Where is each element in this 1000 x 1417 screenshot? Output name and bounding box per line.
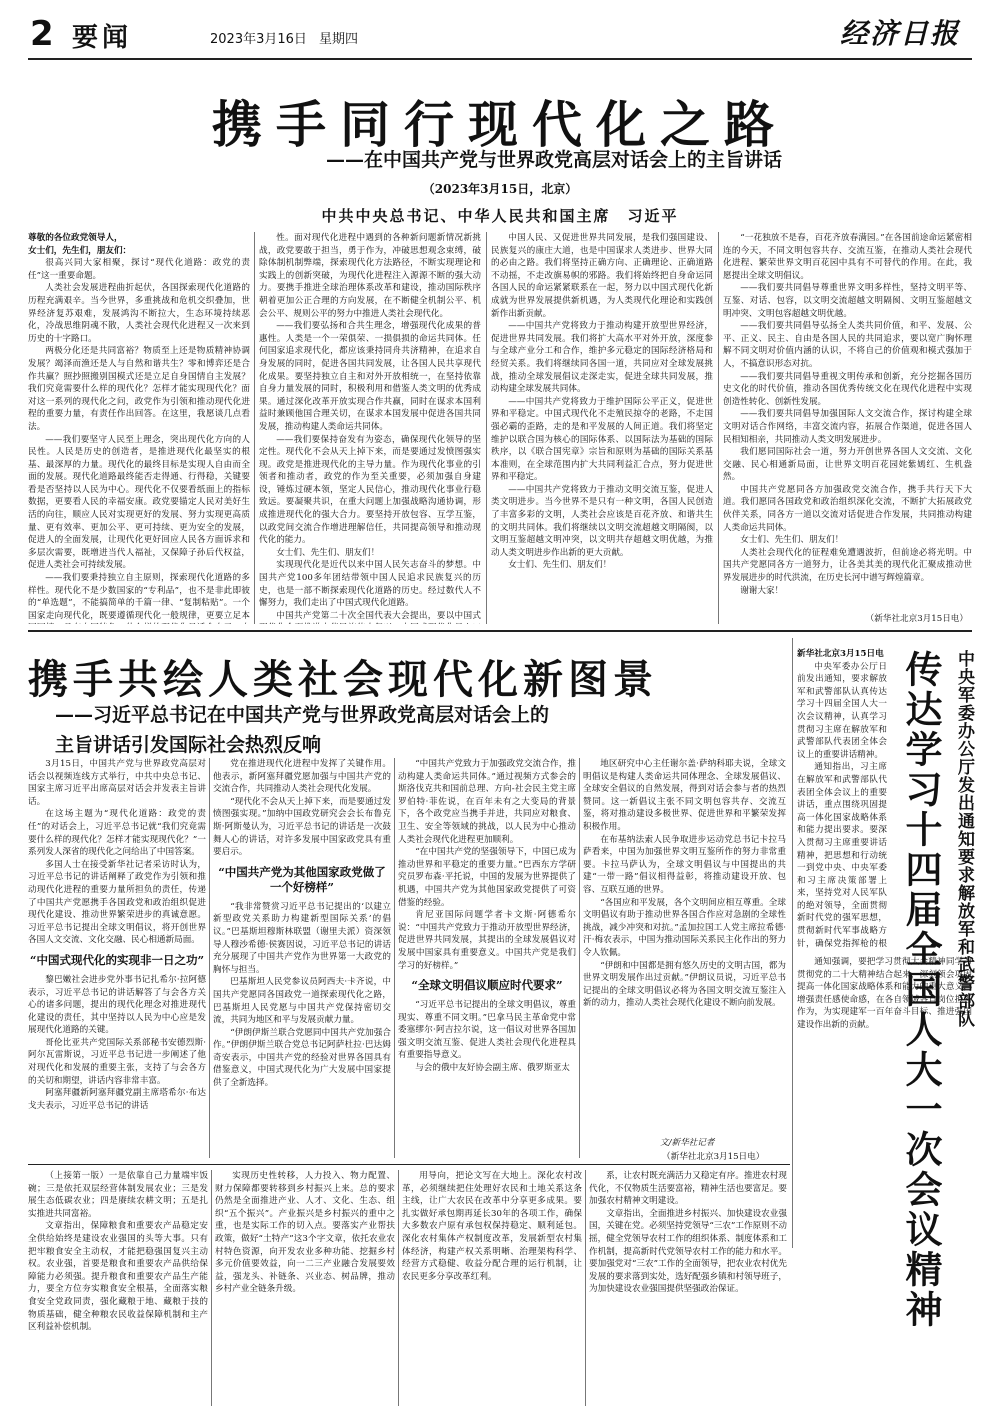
paragraph: 黎巴嫩社会进步党外事书记扎希尔·拉阿德表示，习近平总书记的讲话解答了与会各方关心的诸多问题，提出的现代化理念对推进现代化建设的责任，其中坚持以人民为中心应是发展现代化道路的关键。 [28,974,206,1036]
lower-article-crosshead: “中国共产党为其他国家政党做了一个好榜样” [218,864,386,894]
lower-article-credit: （新华社北京3月15日电） [662,1152,765,1162]
lower-subheadline-line-1: ——习近平总书记在中国共产党与世界政党高层对话会上的 [55,704,550,726]
paragraph: ——中国共产党将致力于推动构建开放型世界经济，促进世界共同发展。我们将扩大高水平对外开放，深度参与全球产业分工和合作，维护多元稳定的国际经济格局和经贸关系。我们将继续同各国一道，共同应对全球发展挑战，推动全球发展倡议走深走实，促进全球共同发展，推动构建全球发展共同体。 [491,321,713,395]
paragraph: 实现现代化是近代以来中国人民矢志奋斗的梦想。中国共产党100多年团结带领中国人民追求民族复兴的历史，也是一部不断探索现代化道路的历史。经过数代人不懈努力，我们走出了中国式现代化道路。 [259,560,481,609]
paragraph: 中国人民、又促进世界共同发展，是我们强国建设、民族复兴的康庄大道，也是中国谋求人类进步、世界大同的必由之路。我们将坚持正确方向、正确理论、正确道路不动摇，不走改旗易帜的邪路。我们将始终把自身命运同各国人民的命运紧紧联系在一起，努力以中国式现代化新成就为世界发展提供新机遇，为人类现代化理论和实践创新作出新贡献。 [491,233,713,319]
paragraph: “伊朗和中国都是拥有悠久历史的文明古国，都为世界文明发展作出过贡献。”伊朗议员说，习近平总书记提出的全球文明倡议必将为各国文明交流互鉴注入新的动力，推动人类社会现代化建设不断向前发展。 [583,960,786,1009]
paragraph: 肯尼亚国际问题学者卡文斯·阿德希尔说：“中国共产党致力于推动开放型世界经济，促进世界共同发展，其提出的全球发展倡议对发展中国家具有重要意义。中国共产党是我们学习的好榜样。” [398,910,576,971]
header-rule [28,58,972,60]
paragraph: 在这场主题为“现代化道路：政党的责任”的对话会上，习近平总书记就“我们究竟需要什么样的现代化？怎样才能实现现代化？”一系列发人深省的现代化之问给出了中国答案。 [28,809,206,858]
paragraph: ——我们要共同倡导重视文明传承和创新，充分挖掘各国历史文化的时代价值，推动各国优秀传统文化在现代化进程中实现创造性转化、创新性发展。 [723,371,972,407]
paragraph: 在布基纳法索人民争取进步运动党总书记卡拉马萨看来，中国为加强世界文明互鉴所作的努力非常重要。卡拉马萨认为，全球文明倡议与中国提出的共建“一带一路”倡议相得益彰，将推动建设开放、包容、互联互通的世界。 [583,834,786,895]
paragraph: ——我们要保持奋发有为姿态，确保现代化领导的坚定性。现代化不会从天上掉下来，而是要通过发愤图强实现。政党是推进现代化的主导力量。作为现代化事业的引领者和推动者，政党的作为至关重要，必须加强自身建设，锤炼过硬本领，坚定人民信心，推动现代化事业行稳致远。要凝聚共识，在重大问题上加强战略沟通协调，形成推进现代化的强大合力。要坚持开放包容、互学互鉴，以政党间交流合作增进理解信任，共同提高领导和推动现代化的能力。 [259,434,481,546]
paragraph: “在中国共产党的坚强领导下，中国已成为推动世界和平稳定的重要力量。”巴西东方学研究员罗布森·平托说，中国的发展为世界提供了机遇，中国共产党为其他国家政党提供了可资借鉴的经验。 [398,847,576,908]
continuation-rule [28,1164,790,1165]
paragraph: 女士们、先生们、朋友们！ [276,547,380,558]
issue-weekday: 星期四 [319,32,359,47]
paragraph: 多国人士在接受新华社记者采访时认为，习近平总书记的讲话阐释了政党作为引领和推动现代化进程的重要力量所担负的责任，传递了中国共产党愿携手各国政党和政治组织促进现代化建设、推动世界繁荣进步的真诚意愿。习近平总书记提出全球文明倡议，将开创世界各国人文交流、文化交融、民心相通新局面。 [28,859,206,946]
paragraph: （上接第一版）一是依靠自己力量端牢饭碗；三是依托双层经营体制发展农业；三是发展生态低碳农业；四是赓续农耕文明；五是扎实推进共同富裕。 [28,1171,208,1219]
section-name: 要闻 [72,23,133,53]
main-article-column-2 [259,232,481,624]
paragraph: 两极分化还是共同富裕？物质至上还是物质精神协调发展？竭泽而渔还是人与自然和谐共生？零和博弈还是合作共赢？照抄照搬别国模式还是立足自身国情自主发展？我们究竟需要什么样的现代化？怎样才能实现现代化？面对这一系列的现代化之问，政党作为引领和推动现代化进程的重要力量，有责任作出回答。在这里，我愿谈几点看法。 [28,346,250,432]
paragraph: 通知指出，习主席在解放军和武警部队代表团全体会议上的重要讲话，重点围绕巩固提高一体化国家战略体系和能力提出要求。要深入贯彻习主席重要讲话精神，把思想和行动统一到党中央、中央军委和习主席决策部署上来，坚持党对人民军队的绝对领导，全面贯彻新时代党的强军思想，贯彻新时代军事战略方针，确保党指挥枪的根 [797,762,887,949]
column-divider [254,232,255,624]
paragraph: 人类社会发展进程曲折起伏，各国探索现代化道路的历程充满艰辛。当今世界，多重挑战和危机交织叠加，世界经济复苏艰难，发展鸿沟不断拉大，生态环境持续恶化，冷战思维阴魂不散，人类社会现代化进程又一次来到历史的十字路口。 [28,283,250,344]
side-article-kicker: 中央军委办公厅发出通知要求解放军和武警部队 [954,650,974,1028]
paragraph: 中央军委办公厅日前发出通知，要求解放军和武警部队认真传达学习十四届全国人大一次会议精神，认真学习贯彻习主席在解放军和武警部队代表团全体会议上的重要讲话精神。 [797,661,887,760]
paragraph: 人类社会现代化的征程难免遭遇波折，但前途必将光明。中国共产党愿同各方一道努力，让各美其美的现代化汇聚成推动世界发展进步的时代洪流，在历史长河中谱写辉煌篇章。 [723,547,972,584]
paragraph: “一花独放不是春，百花齐放春满园。”在各国前途命运紧密相连的今天，不同文明包容共存、交流互鉴，在推动人类社会现代化进程、繁荣世界文明百花园中具有不可替代的作用。在此，我愿提出全球文明倡议。 [723,233,972,281]
paragraph: 女士们、先生们、朋友们！ [508,560,612,571]
paragraph: ——我们要共同倡导尊重世界文明多样性，坚持文明平等、互鉴、对话、包容，以文明交流超越文明隔阂、文明互鉴超越文明冲突、文明包容超越文明优越。 [723,283,972,319]
paragraph: 文章指出，保障粮食和重要农产品稳定安全供给始终是建设农业强国的头等大事。只有把牢粮食安全主动权，才能把稳强国复兴主动权。农业强，首要是粮食和重要农产品供给保障能力必须强。提升粮食和重要农产品生产能力，要全方位夯实粮食安全根基，全面落实粮食安全党政同责，强化藏粮于地、藏粮于技的物质基础，健全种粮农民收益保障机制和主产区利益补偿机制。 [28,1221,208,1333]
paragraph: 阿塞拜疆新阿塞拜疆党副主席塔希尔·布达戈夫表示，习近平总书记的讲话 [28,1088,206,1111]
lower-subheadline-line-2: 主旨讲话引发国际社会热烈反响 [55,734,322,756]
paragraph: ——中国共产党将致力于维护国际公平正义，促进世界和平稳定。中国式现代化不走殖民掠夺的老路，不走国强必霸的歪路，走的是和平发展的人间正道。我们将坚定维护以联合国为核心的国际体系、以国际法为基础的国际秩序，以《联合国宪章》宗旨和原则为基础的国际关系基本准则，在全球范围内扩大共同利益汇合点，努力促进世界和平稳定。 [491,396,713,483]
page-number: 2 [30,14,54,54]
paragraph: ——我们要秉持独立自主原则，探索现代化道路的多样性。现代化不是少数国家的“专利品”，也不是非此即彼的“单选题”，不能搞简单的千篇一律、“复制粘贴”。一个国家走向现代化，既要遵循现代化一般规律，更要立足本 [28,573,250,621]
salutation-line: 尊敬的各位政党领导人， [28,233,123,243]
paragraph: 巴基斯坦人民党参议员阿西夫·卡齐说，中国共产党愿同各国政党一道探索现代化之路，巴基斯坦人民党愿与中国共产党保持密切交流，共同为地区和平与发展贡献力量。 [213,977,391,1026]
column-divider [585,1170,586,1406]
paragraph: “中国共产党致力于加强政党交流合作，推动构建人类命运共同体。”通过视频方式参会的斯洛伐克共和国前总理、方向-社会民主党主席罗伯特·菲佐说，在百年未有之大变局的背景下，各个政党应当携手并进，共同应对粮食、卫生、安全等领域的挑战，以人民为中心推动人类社会现代化进程更加顺利。 [398,759,576,845]
side-article-body-column [797,956,972,1248]
paragraph: ——我们要坚守人民至上理念，突出现代化方向的人民性。人民是历史的创造者，是推进现代化最坚实的根基、最深厚的力量。现代化的最终目标是实现人自由而全面的发展。现代化道路最终能否走得通、行得稳，关键要看是否坚持以人民为中心。现代化不仅要看纸面上的指标数据，更要看人民的幸福安康。政党要锚定人民对美好生活的向往，顺应人民对实现更好的发展、努力实现更高质量、更有效率、更加公平、更可持续、更为安全的发展，促进人的全面发展，让现代化更好回应人民各方面诉求和多层次需要，既增进当代人福祉，又保障子孙后代权益，促进人类社会可持续发展。 [28,434,250,571]
paragraph: “现代化不会从天上掉下来，而是要通过发愤图强实现。”加纳中国政党研究会会长布鲁克斯·阿斯曼认为，习近平总书记的讲话是一次鼓舞人心的讲话，对许多发展中国家政党具有重要启示。 [213,796,391,858]
paragraph: ——我们要共同倡导弘扬全人类共同价值，和平、发展、公平、正义、民主、自由是各国人民的共同追求，要以宽广胸怀理解不同文明对价值内涵的认识，不将自己的价值观和模式强加于人，不搞意识形态对抗。 [723,321,972,369]
lower-article-byline: 文/新华社记者 [660,1138,715,1148]
main-article-credit: （新华社北京3月15日电） [865,614,968,624]
paragraph: “习近平总书记提出的全球文明倡议，尊重现实、尊重不同文明。”巴拿马民主革命党中常委塞缪尔·阿吉拉尔说，这一倡议对世界各国加强文明交流互鉴、促进人类社会现代化进程具有重要指导意义。 [398,1000,576,1061]
paragraph: 用导向，把论文写在大地上。深化农村改革，必须继续把住处理好农民和土地关系这条主线，让广大农民在改革中分享更多成果。要扎实做好承包期再延长30年的各项工作，确保大多数农户原有承包权保持稳定、顺利延包。深化农村集体产权制度改革，发展新型农村集体经济，构建产权关系明晰、治理架构科学、经营方式稳健、收益分配合理的运行机制，让农民更多分享改革红利。 [402,1171,582,1282]
speech-author: 中共中央总书记、中华人民共和国主席 习近平 [321,207,679,225]
continuation-column-2 [215,1170,395,1406]
paragraph: 中国共产党愿同各方加强政党交流合作，携手共行天下大道。我们愿同各国政党和政治组织深化交流，不断扩大拓展政党伙伴关系，同各方一道以交流对话促进合作发展，共同推动构建人类命运共同体。 [723,484,972,533]
section-rule [28,630,972,632]
main-article-column-3 [491,232,713,624]
column-divider [398,1170,399,1406]
issue-date: 2023年3月16日 [210,32,307,47]
paragraph: 地区研究中心主任谢尔盖·萨纳科耶夫说，全球文明倡议是构建人类命运共同体理念、全球发展倡议、全球安全倡议的自然发展，得到对话会参与者的热烈赞同。这一新倡议主张不同文明包容共存、交流互鉴，将对推动建设多极世界、促进世界和平繁荣发挥积极作用。 [583,759,786,832]
paragraph: 中国共产党第二十次全国代表大会提出，要以中国式 [276,610,481,621]
paragraph: 性。面对现代化进程中遇到的各种新问题新情况新挑战，政党要敢于担当，勇于作为，冲破思想观念束缚，破除体制机制弊端，探索现代化方法路径，不断实现理论和实践上的创新突破，为现代化进程注入源源不断的强大动力。要携手推进全球治理体系改革和建设，推动国际秩序朝着更加公正合理的方向发展，在不断健全机制公平、机会公平、规则公平的努力中推进人类社会现代化。 [259,233,481,319]
continuation-column-3 [402,1170,582,1406]
column-divider [579,758,580,1158]
continuation-column-4 [589,1170,787,1406]
continuation-column-1 [28,1170,208,1406]
main-article-column-1 [28,232,250,624]
column-divider [718,232,719,624]
salutation-line: 女士们，先生们，朋友们： [28,245,132,256]
paragraph: “我非常赞赏习近平总书记提出的‘以建立新型政党关系助力构建新型国际关系’的倡议。”巴基斯坦穆斯林联盟（谢里夫派）资深领导人穆沙希德·侯赛因说，习近平总书记的讲话充分展现了中国共产党作为世界第一大政党的胸怀与担当。 [213,901,391,975]
paragraph: 党在推进现代化进程中发挥了关键作用。他表示，新阿塞拜疆党愿加强与中国共产党的交流合作，共同推动人类社会现代化发展。 [213,759,391,795]
paragraph: 女士们、先生们、朋友们！ [740,535,844,546]
paragraph: ——我们要弘扬和合共生理念，增强现代化成果的普惠性。人类是一个一荣俱荣、一损俱损的命运共同体。任何国家追求现代化，都应该秉持同舟共济精神，在追求自身发展的同时，促进各国共同发展，让各国人民共享现代化成果。要坚持独立自主和对外开放相统一，在坚持依靠自身力量发展的同时，积极利用和借鉴人类文明的优秀成果。通过深化改革开放实现合作共赢，同时在谋求本国利益时兼顾他国合理关切，在谋求本国发展中促进各国共同发展，推动构建人类命运共同体。 [259,321,481,432]
paragraph: “各国应和平发展，各个文明间应相互尊重。全球文明倡议有助于推动世界各国合作应对急剧的全球性挑战，减少冲突和对抗。”孟加拉国工人党主席拉希德·汗·梅农表示，中国为推动国际关系民主化作出的努力令人钦佩。 [583,897,786,958]
lower-article-column-4 [583,758,786,1146]
paragraph: 系，让农村既充满活力又稳定有序。推进农村现代化，不仅物质生活要富裕，精神生活也要富足。要加强农村精神文明建设。 [589,1171,787,1207]
paragraph: 谢谢大家！ [740,585,784,596]
column-divider [792,638,793,1248]
lower-article-crosshead: “中国式现代化的实现非一日之功” [29,952,205,967]
lower-headline: 携手共绘人类社会现代化新图景 [28,657,658,703]
paragraph: 实现历史性转移，人力投入、物力配置、财力保障都要转移到乡村振兴上来。总的要求仍然是全面推进产业、人才、文化、生态、组织“五个振兴”。产业振兴是乡村振兴的重中之重，也是实际工作的切入点。要落实产业帮扶政策，做好“土特产”这3个字文章，依托农业农村特色资源，向开发农业多种功能、挖掘乡村多元价值要效益，向一二三产业融合发展要效益，强龙头、补链条、兴业态、树品牌，推动乡村产业全链条升级。 [215,1171,395,1295]
speech-date-place: （2023年3月15日，北京） [422,182,578,196]
lower-article-column-3 [398,758,576,1158]
newspaper-masthead: 经济日报 [839,17,960,50]
column-divider [394,758,395,1158]
lower-article-column-1 [28,758,206,1158]
paragraph: 哥伦比亚共产党国际关系部秘书安德烈斯·阿尔瓦雷斯说，习近平总书记进一步阐述了他对现代化和发展的重要主张，支持了与会各方的关切和期望，讲话内容非常丰富。 [28,1037,206,1086]
paragraph: 文章指出，全面推进乡村振兴、加快建设农业强国，关键在党。必须坚持党领导“三农”工作原则不动摇，健全党领导农村工作的组织体系、制度体系和工作机制，提高新时代党领导农村工作的能力和水平。要加强党对“三农”工作的全面领导，把农业农村优先发展的要求落到实处，选好配强乡镇和村领导班子，为加快建设农业强国提供坚强政治保证。 [589,1208,787,1295]
side-article-dateline: 新华社北京3月15日电 [797,649,884,659]
main-subheadline: ——在中国共产党与世界政党高层对话会上的主旨讲话 [325,149,782,171]
paragraph: 很高兴同大家相聚，探讨“现代化道路：政党的责任”这一重要命题。 [28,258,250,281]
main-headline: 携手同行现代化之路 [212,96,788,154]
paragraph: 与会的俄中友好协会副主席、俄罗斯亚太 [415,1063,570,1074]
lower-article-column-2 [213,758,391,1158]
side-article-headline: 传达学习十四届全国人大一次会议精神 [899,650,942,1330]
side-article-lead-column [797,648,887,950]
paragraph: “伊朗伊斯兰联合党愿同中国共产党加强合作。”伊朗伊斯兰联合党总书记阿萨杜拉·巴达姆奇安表示，中国共产党的经验对世界各国具有借鉴意义，中国式现代化为广大发展中国家提供了全新选择。 [213,1027,391,1089]
issue-date-line [210,28,358,47]
main-article-column-4 [723,232,972,612]
paragraph: 我们愿同国际社会一道，努力开创世界各国人文交流、文化交融、民心相通新局面，让世界文明百花园姹紫嫣红、生机盎然。 [723,447,972,483]
column-divider [486,232,487,624]
column-divider [211,1170,212,1406]
paragraph: 通知强调，要把学习贯彻大会精神同学习贯彻党的二十大精神结合起来，深刻领会巩固提高一体化国家战略体系和能力的重大意义，增强责任感使命感，在各自领域各自岗位担当作为，为实现建军一百年奋斗目标、推进强国建设作出新的贡献。 [797,957,972,1030]
paragraph: ——中国共产党将致力于推动文明交流互鉴，促进人类文明进步。当今世界不是只有一种文明，各国人民创造了丰富多彩的文明，人类社会应该是百花齐放、和谐共生的文明共同体。我们将继续以文明交流超越文明隔阂，以文明互鉴超越文明冲突，以文明共存超越文明优越，为推动人类文明进步作出新的更大贡献。 [491,484,713,558]
paragraph: ——我们要共同倡导加强国际人文交流合作，探讨构建全球文明对话合作网络，丰富交流内容，拓展合作渠道，促进各国人民相知相亲，共同推动人类文明发展进步。 [723,409,972,445]
column-divider [209,758,210,1158]
paragraph: 3月15日，中国共产党与世界政党高层对话会以视频连线方式举行，中共中央总书记、国家主席习近平出席高层对话会并发表主旨讲话。 [28,759,206,807]
lower-article-crosshead: “全球文明倡议顺应时代要求” [411,978,563,993]
